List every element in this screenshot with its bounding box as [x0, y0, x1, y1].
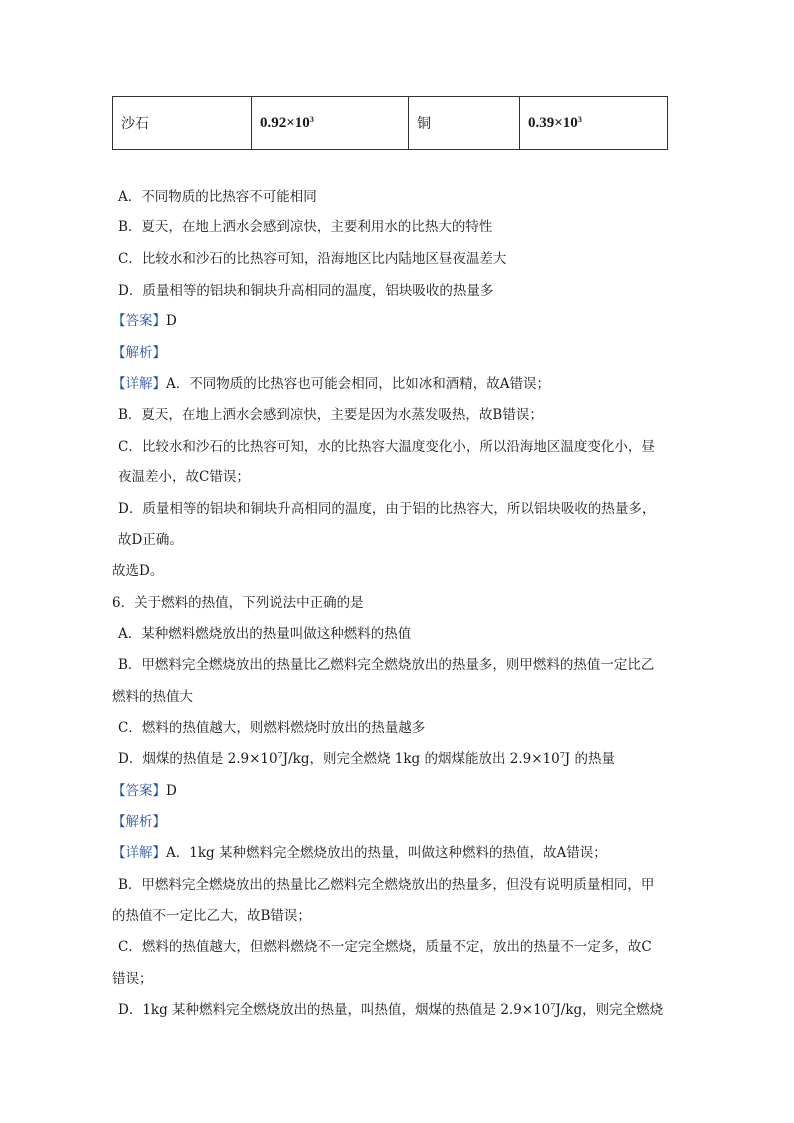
q6-option-d: D．烟煤的热值是 $2.9\times 10^7J/kg$，则完全燃烧 1kg 的烟煤能放出 $2.9\times 10^7J$ 的热量	[118, 751, 615, 767]
q6-option-b1: B．甲燃料完全燃烧放出的热量比乙燃料完全燃烧放出的热量多，则甲燃料的热值一定比乙	[118, 657, 655, 673]
answer-tag: 【答案】	[112, 783, 166, 799]
q6-detail-line-c2: 错误；	[112, 971, 153, 987]
option-d: D．质量相等的铝块和铜块升高相同的温度，铝块吸收的热量多	[118, 283, 494, 299]
q6-detail-line-b1: B．甲燃料完全燃烧放出的热量比乙燃料完全燃烧放出的热量多，但没有说明质量相同，甲	[118, 877, 655, 893]
answer-line	[112, 312, 672, 330]
option-a: A．不同物质的比热容不可能相同	[118, 189, 317, 205]
conclusion: 故选D。	[112, 563, 164, 579]
q6-option-b2: 燃料的热值大	[112, 689, 193, 705]
q6-answer-line	[112, 782, 672, 800]
answer-value: D	[166, 313, 177, 329]
specific-heat-table	[112, 96, 668, 150]
q6-detail-line-c1: C．燃料的热值越大，但燃料燃烧不一定完全燃烧，质量不定，放出的热量不一定多，故C	[118, 939, 652, 955]
q6-analysis-tag: 【解析】	[112, 814, 166, 830]
answer-value: D	[166, 783, 177, 799]
table-cell-label: 沙石	[113, 97, 252, 150]
detail-line-d2: 故D正确。	[118, 532, 183, 548]
detail-line-c1: C．比较水和沙石的比热容可知，水的比热容大温度变化小，所以沿海地区温度变化小，昼	[118, 439, 655, 455]
q6-detail-line-a: 【详解】A．1kg 某种燃料完全燃烧放出的热量，叫做这种燃料的热值，故A错误；	[112, 845, 607, 861]
detail-line-b: B．夏天，在地上洒水会感到凉快，主要是因为水蒸发吸热，故B错误；	[118, 407, 543, 423]
answer-tag: 【答案】	[112, 313, 166, 329]
detail-line-d1: D．质量相等的铝块和铜块升高相同的温度，由于铝的比热容大，所以铝块吸收的热量多，	[118, 501, 656, 517]
table-cell-value: $0.39\times 10^3$	[520, 97, 668, 150]
q6-option-a: A．某种燃料燃烧放出的热量叫做这种燃料的热值	[118, 626, 412, 642]
option-b: B．夏天，在地上洒水会感到凉快，主要利用水的比热大的特性	[118, 219, 493, 235]
q6-detail-line-b2: 的热值不一定比乙大，故B错误；	[112, 908, 311, 924]
q6-option-c: C．燃料的热值越大，则燃料燃烧时放出的热量越多	[118, 720, 426, 736]
table-row	[113, 97, 668, 150]
option-c: C．比较水和沙石的比热容可知，沿海地区比内陆地区昼夜温差大	[118, 251, 507, 267]
detail-tag: 【详解】	[112, 376, 166, 392]
table-cell-label: 铜	[409, 97, 520, 150]
table-cell-value: $0.92\times 10^3$	[252, 97, 409, 150]
analysis-tag: 【解析】	[112, 345, 166, 361]
detail-line-c2: 夜温差小，故C错误；	[118, 469, 250, 485]
question-6-stem: 6．关于燃料的热值，下列说法中正确的是	[112, 595, 364, 611]
q6-detail-line-d: D．1kg 某种燃料完全燃烧放出的热量，叫热值，烟煤的热值是 $2.9\times 10^7J/kg$，则完全燃烧	[118, 1002, 664, 1018]
detail-line-a: 【详解】A．不同物质的比热容也可能会相同，比如冰和酒精，故A错误；	[112, 376, 550, 392]
detail-tag: 【详解】	[112, 845, 166, 861]
